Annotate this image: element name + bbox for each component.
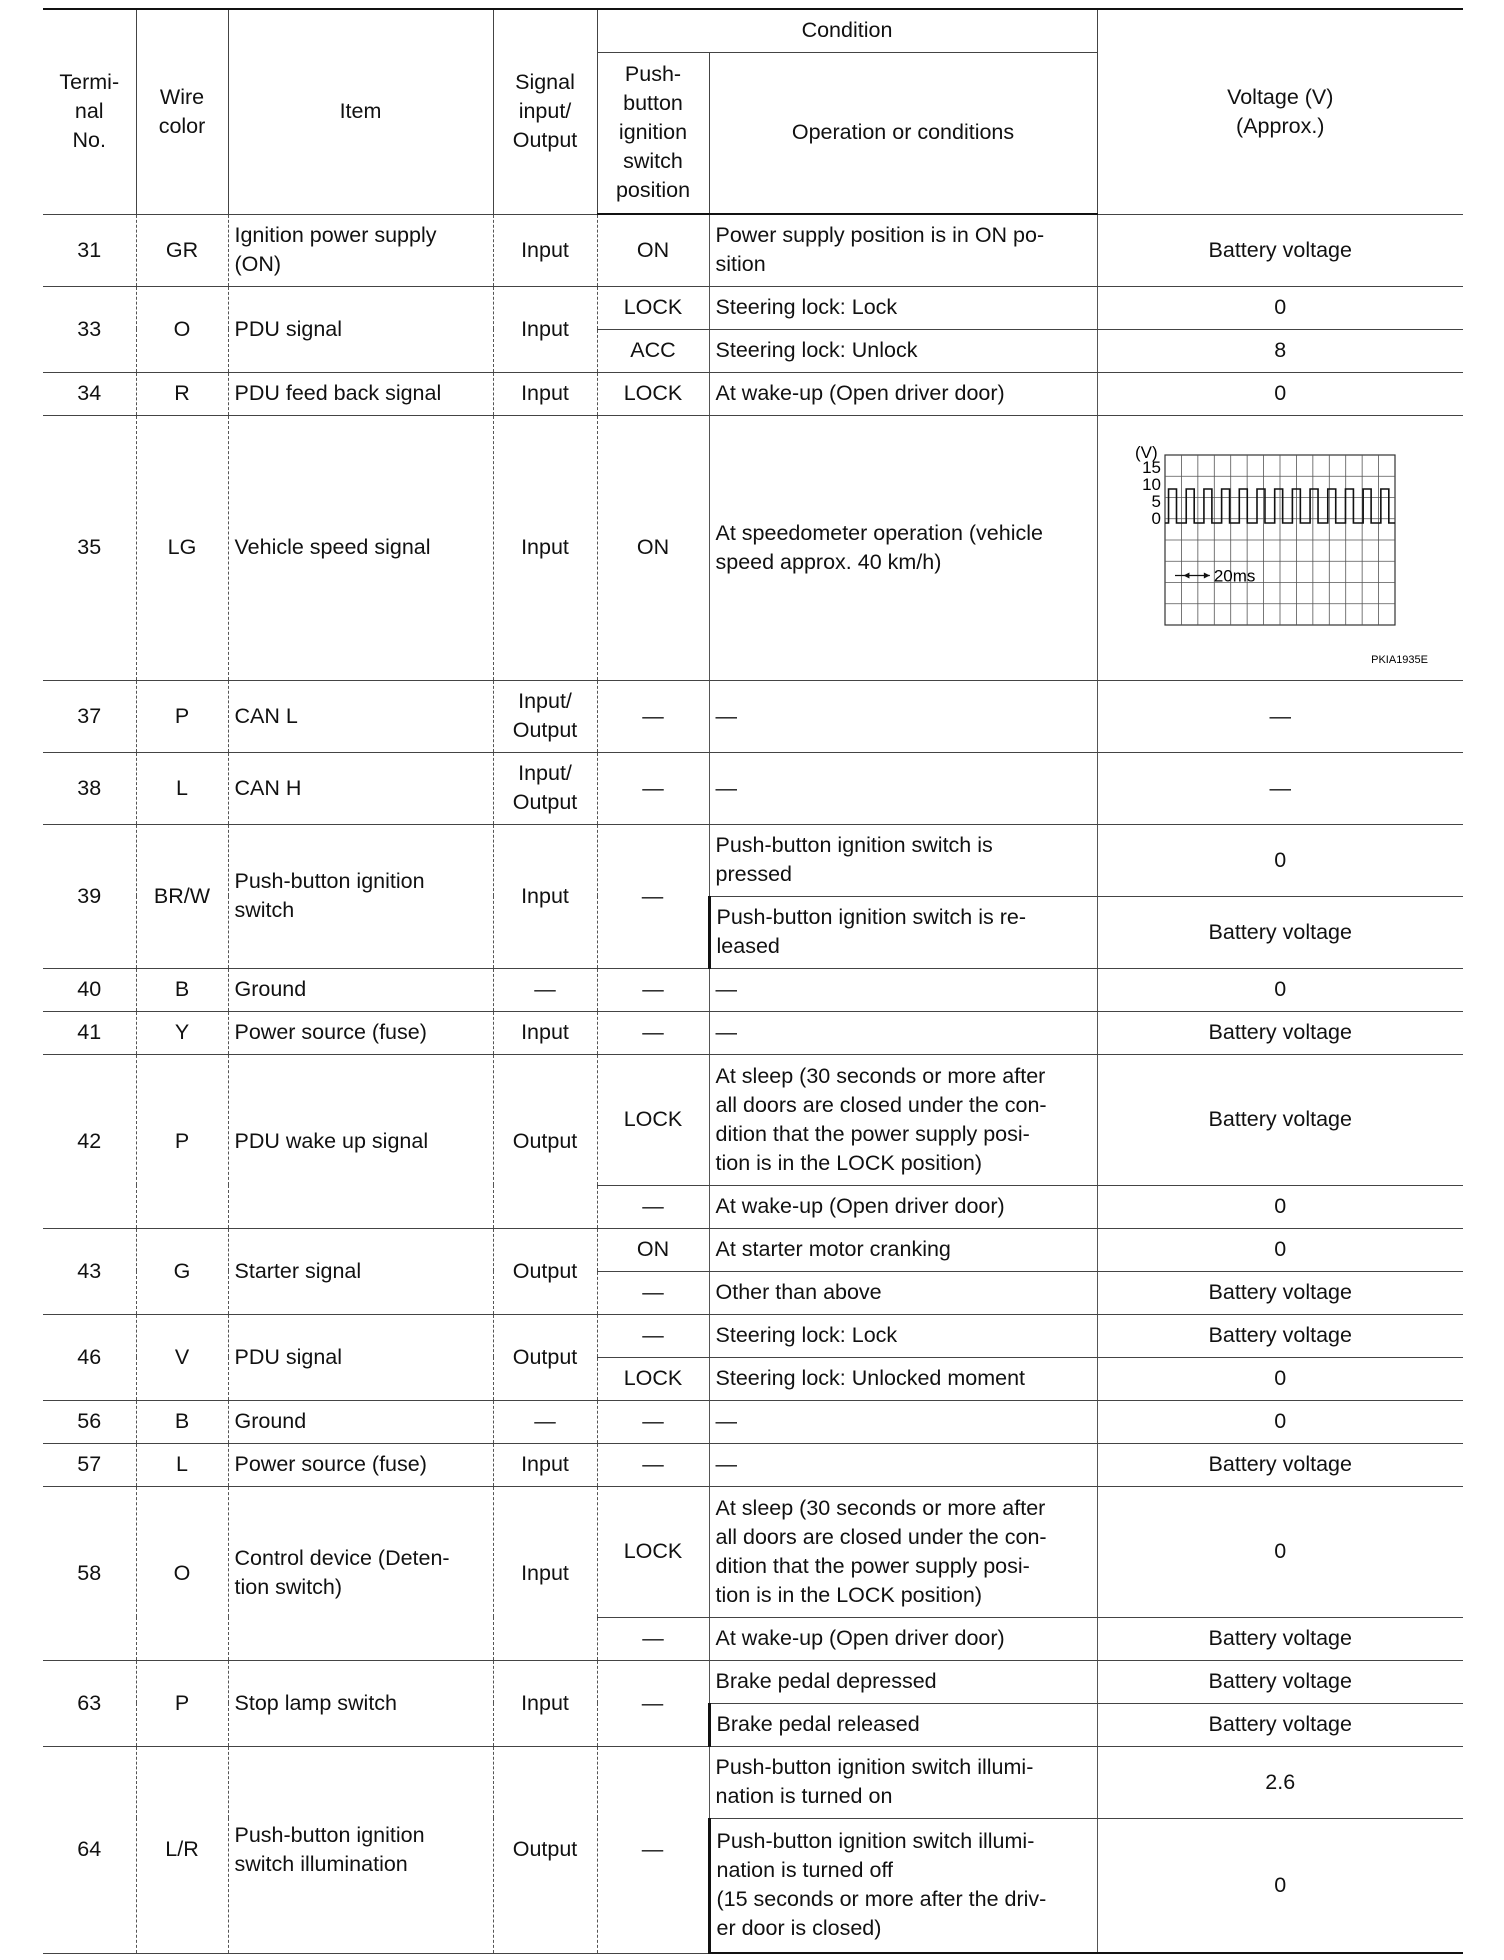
voltage-cell: 0 — [1097, 286, 1463, 329]
push-button-position-cell: — — [597, 1271, 709, 1314]
item-cell: PDU wake up signal — [228, 1054, 493, 1228]
table-row — [43, 1660, 1463, 1703]
table-row — [43, 752, 1463, 824]
item-cell: PDU signal — [228, 286, 493, 372]
operation-cell: At starter motor cranking — [709, 1228, 1097, 1271]
voltage-waveform-cell — [1097, 415, 1463, 680]
operation-cell: — — [709, 680, 1097, 752]
operation-cell: Steering lock: Unlock — [709, 329, 1097, 372]
terminal-table-sheet — [43, 8, 1463, 1954]
voltage-cell: Battery voltage — [1097, 1054, 1463, 1185]
col-header-condition: Condition — [597, 9, 1097, 52]
item-cell: Ground — [228, 1400, 493, 1443]
terminal-no-cell: 57 — [43, 1443, 136, 1486]
graph-time-label: 20ms — [1214, 566, 1256, 586]
voltage-cell: Battery voltage — [1097, 1660, 1463, 1703]
table-row — [43, 372, 1463, 415]
table-row — [43, 286, 1463, 329]
wire-color-cell: L — [136, 1443, 228, 1486]
voltage-cell: 0 — [1097, 1400, 1463, 1443]
terminal-no-cell: 38 — [43, 752, 136, 824]
operation-cell: At speedometer operation (vehicle speed approx. 40 km/h) — [709, 415, 1097, 680]
operation-cell: — — [709, 1011, 1097, 1054]
wire-color-cell: L — [136, 752, 228, 824]
operation-cell: At wake-up (Open driver door) — [709, 1617, 1097, 1660]
push-button-position-cell: — — [597, 1314, 709, 1357]
terminal-no-cell: 35 — [43, 415, 136, 680]
terminal-no-cell: 43 — [43, 1228, 136, 1314]
item-cell: Ground — [228, 968, 493, 1011]
terminal-no-cell: 41 — [43, 1011, 136, 1054]
item-cell: PDU signal — [228, 1314, 493, 1400]
operation-cell: At sleep (30 seconds or more after all doors are closed under the con- dition that the power supply posi- tion is in the LOCK position) — [709, 1054, 1097, 1185]
wire-color-cell: GR — [136, 214, 228, 286]
operation-cell: — — [709, 968, 1097, 1011]
wire-color-cell: O — [136, 286, 228, 372]
signal-io-cell: Input — [493, 214, 597, 286]
table-row — [43, 1746, 1463, 1818]
terminal-no-cell: 56 — [43, 1400, 136, 1443]
signal-io-cell: Input/ Output — [493, 752, 597, 824]
terminal-no-cell: 42 — [43, 1054, 136, 1228]
signal-io-cell: Input — [493, 1011, 597, 1054]
voltage-cell: Battery voltage — [1097, 1443, 1463, 1486]
col-header-signal-io: Signal input/ Output — [493, 9, 597, 214]
terminal-no-cell: 39 — [43, 824, 136, 968]
terminal-spec-table — [43, 8, 1463, 1954]
terminal-no-cell: 33 — [43, 286, 136, 372]
graph-y-tick-label: 0 — [1151, 509, 1162, 528]
push-button-position-cell: — — [597, 1011, 709, 1054]
push-button-position-cell: — — [597, 1185, 709, 1228]
voltage-cell: Battery voltage — [1097, 1011, 1463, 1054]
push-button-position-cell: ON — [597, 214, 709, 286]
table-row — [43, 968, 1463, 1011]
operation-cell: Steering lock: Lock — [709, 286, 1097, 329]
voltage-cell: Battery voltage — [1097, 1703, 1463, 1746]
push-button-position-cell: ACC — [597, 329, 709, 372]
voltage-cell: — — [1097, 680, 1463, 752]
push-button-position-cell: LOCK — [597, 1054, 709, 1185]
table-row — [43, 824, 1463, 896]
voltage-cell: 0 — [1097, 1228, 1463, 1271]
voltage-cell: 0 — [1097, 1818, 1463, 1953]
item-cell: Vehicle speed signal — [228, 415, 493, 680]
operation-cell: Steering lock: Unlocked moment — [709, 1357, 1097, 1400]
terminal-no-cell: 58 — [43, 1486, 136, 1660]
operation-cell: At wake-up (Open driver door) — [709, 372, 1097, 415]
col-header-wire-color: Wire color — [136, 9, 228, 214]
item-cell: CAN L — [228, 680, 493, 752]
signal-io-cell: Output — [493, 1746, 597, 1953]
voltage-cell: 0 — [1097, 1486, 1463, 1617]
signal-io-cell: Input — [493, 1660, 597, 1746]
col-header-operation: Operation or conditions — [709, 52, 1097, 214]
col-header-item: Item — [228, 9, 493, 214]
wire-color-cell: P — [136, 680, 228, 752]
operation-cell: Brake pedal depressed — [709, 1660, 1097, 1703]
operation-cell: Push-button ignition switch illumi- nation is turned off (15 seconds or more after the driv- er door is closed) — [709, 1818, 1097, 1953]
graph-time-marker-arrow — [1184, 573, 1190, 579]
col-header-push-button-position: Push- button ignition switch position — [597, 52, 709, 214]
table-row — [43, 1228, 1463, 1271]
table-row — [43, 1486, 1463, 1617]
signal-io-cell: Input — [493, 372, 597, 415]
wire-color-cell: O — [136, 1486, 228, 1660]
signal-io-cell: Input — [493, 824, 597, 968]
push-button-position-cell: — — [597, 680, 709, 752]
wire-color-cell: P — [136, 1054, 228, 1228]
signal-io-cell: Output — [493, 1054, 597, 1228]
push-button-position-cell: LOCK — [597, 1357, 709, 1400]
terminal-no-cell: 63 — [43, 1660, 136, 1746]
terminal-no-cell: 40 — [43, 968, 136, 1011]
operation-cell: — — [709, 1443, 1097, 1486]
terminal-no-cell: 34 — [43, 372, 136, 415]
figure-code: PKIA1935E — [1371, 654, 1429, 666]
wire-color-cell: B — [136, 968, 228, 1011]
operation-cell: — — [709, 1400, 1097, 1443]
item-cell: Push-button ignition switch illumination — [228, 1746, 493, 1953]
push-button-position-cell: — — [597, 824, 709, 968]
terminal-no-cell: 64 — [43, 1746, 136, 1953]
operation-cell: At sleep (30 seconds or more after all doors are closed under the con- dition that the power supply posi- tion is in the LOCK position) — [709, 1486, 1097, 1617]
operation-cell: Power supply position is in ON po- sition — [709, 214, 1097, 286]
voltage-cell: — — [1097, 752, 1463, 824]
operation-cell: Steering lock: Lock — [709, 1314, 1097, 1357]
wire-color-cell: L/R — [136, 1746, 228, 1953]
voltage-cell: 0 — [1097, 1357, 1463, 1400]
push-button-position-cell: — — [597, 1617, 709, 1660]
push-button-position-cell: LOCK — [597, 1486, 709, 1617]
signal-io-cell: — — [493, 968, 597, 1011]
voltage-cell: 0 — [1097, 1185, 1463, 1228]
push-button-position-cell: ON — [597, 415, 709, 680]
item-cell: PDU feed back signal — [228, 372, 493, 415]
wire-color-cell: R — [136, 372, 228, 415]
table-row — [43, 680, 1463, 752]
item-cell: Starter signal — [228, 1228, 493, 1314]
operation-cell: Push-button ignition switch is pressed — [709, 824, 1097, 896]
vehicle-speed-waveform — [1130, 433, 1430, 668]
table-row — [43, 214, 1463, 286]
item-cell: Ignition power supply (ON) — [228, 214, 493, 286]
push-button-position-cell: ON — [597, 1228, 709, 1271]
push-button-position-cell: LOCK — [597, 372, 709, 415]
graph-y-unit: (V) — [1135, 443, 1158, 462]
signal-io-cell: Input — [493, 1486, 597, 1660]
wire-color-cell: B — [136, 1400, 228, 1443]
item-cell: CAN H — [228, 752, 493, 824]
terminal-rows — [43, 214, 1463, 1953]
item-cell: Power source (fuse) — [228, 1443, 493, 1486]
wire-color-cell: P — [136, 1660, 228, 1746]
signal-io-cell: — — [493, 1400, 597, 1443]
wire-color-cell: Y — [136, 1011, 228, 1054]
voltage-cell: Battery voltage — [1097, 1617, 1463, 1660]
signal-io-cell: Output — [493, 1228, 597, 1314]
col-header-voltage: Voltage (V) (Approx.) — [1097, 9, 1463, 214]
voltage-cell: 0 — [1097, 372, 1463, 415]
wire-color-cell: V — [136, 1314, 228, 1400]
graph-time-marker-arrow — [1204, 573, 1210, 579]
voltage-cell: Battery voltage — [1097, 896, 1463, 968]
item-cell: Stop lamp switch — [228, 1660, 493, 1746]
voltage-cell: 0 — [1097, 824, 1463, 896]
terminal-no-cell: 46 — [43, 1314, 136, 1400]
signal-io-cell: Output — [493, 1314, 597, 1400]
operation-cell: Push-button ignition switch illumi- nation is turned on — [709, 1746, 1097, 1818]
push-button-position-cell: — — [597, 1400, 709, 1443]
voltage-cell: 8 — [1097, 329, 1463, 372]
col-header-terminal-no: Termi- nal No. — [43, 9, 136, 214]
voltage-cell: 2.6 — [1097, 1746, 1463, 1818]
table-row — [43, 415, 1463, 680]
voltage-cell: 0 — [1097, 968, 1463, 1011]
push-button-position-cell: — — [597, 1746, 709, 1953]
operation-cell: Push-button ignition switch is re- leased — [709, 896, 1097, 968]
table-row — [43, 1400, 1463, 1443]
voltage-cell: Battery voltage — [1097, 1314, 1463, 1357]
operation-cell: Brake pedal released — [709, 1703, 1097, 1746]
wire-color-cell: G — [136, 1228, 228, 1314]
table-row — [43, 1443, 1463, 1486]
table-row — [43, 1054, 1463, 1185]
wire-color-cell: LG — [136, 415, 228, 680]
table-row — [43, 1314, 1463, 1357]
signal-io-cell: Input — [493, 415, 597, 680]
push-button-position-cell: — — [597, 968, 709, 1011]
signal-io-cell: Input — [493, 1443, 597, 1486]
operation-cell: Other than above — [709, 1271, 1097, 1314]
terminal-no-cell: 37 — [43, 680, 136, 752]
item-cell: Power source (fuse) — [228, 1011, 493, 1054]
signal-io-cell: Input/ Output — [493, 680, 597, 752]
table-row — [43, 1011, 1463, 1054]
push-button-position-cell: LOCK — [597, 286, 709, 329]
graph-y-tick-label: 10 — [1142, 475, 1162, 494]
graph-y-tick-label: 15 — [1142, 458, 1162, 477]
terminal-no-cell: 31 — [43, 214, 136, 286]
operation-cell: At wake-up (Open driver door) — [709, 1185, 1097, 1228]
voltage-cell: Battery voltage — [1097, 214, 1463, 286]
wire-color-cell: BR/W — [136, 824, 228, 968]
push-button-position-cell: — — [597, 752, 709, 824]
push-button-position-cell: — — [597, 1660, 709, 1746]
item-cell: Push-button ignition switch — [228, 824, 493, 968]
voltage-cell: Battery voltage — [1097, 1271, 1463, 1314]
push-button-position-cell: — — [597, 1443, 709, 1486]
operation-cell: — — [709, 752, 1097, 824]
item-cell: Control device (Deten- tion switch) — [228, 1486, 493, 1660]
signal-io-cell: Input — [493, 286, 597, 372]
graph-y-tick-label: 5 — [1151, 492, 1162, 511]
